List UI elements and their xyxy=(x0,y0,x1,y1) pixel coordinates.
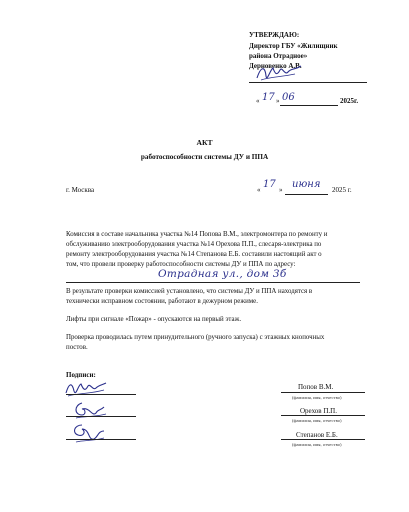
approval-month-line xyxy=(280,105,338,106)
address-line xyxy=(66,282,360,283)
member-name-stepanov: Степанов Е.Б. xyxy=(296,431,338,439)
name-line-popov xyxy=(281,392,365,393)
member-name-popov: Попов В.М. xyxy=(298,383,334,391)
approval-date-day: 17 xyxy=(262,92,275,103)
act-subtitle: работоспособности системы ДУ и ППА xyxy=(140,153,269,161)
member-name-orekhov: Орехов П.П. xyxy=(300,407,337,415)
member-caption-popov: (фамилия, имя, отчество) xyxy=(292,395,342,400)
approval-name: Дерновенко А.В. xyxy=(249,62,302,70)
date-open-quote: « xyxy=(257,186,261,194)
body-paragraph-3: Лифты при сигнале «Пожар» - опускаются на первый этаж. xyxy=(66,316,242,323)
approval-position-line2: района Отрадное» xyxy=(249,52,308,60)
approval-date-open-quote: « xyxy=(256,97,260,105)
name-line-orekhov xyxy=(281,415,365,416)
member-caption-orekhov: (фамилия, имя, отчество) xyxy=(292,418,342,423)
signature-line-popov xyxy=(66,394,136,395)
signature-stepanov xyxy=(68,421,108,445)
approval-date-month: 06 xyxy=(282,92,295,103)
date-month-line xyxy=(285,194,328,195)
date-close-quote: » xyxy=(279,186,283,194)
approval-heading: УТВЕРЖДАЮ: xyxy=(249,31,300,39)
approval-date-year: 2025г. xyxy=(340,97,359,105)
approval-position-line1: Директор ГБУ «Жилищник xyxy=(249,42,338,50)
signature-orekhov xyxy=(70,399,110,421)
signatures-label: Подписи: xyxy=(66,371,96,379)
act-title: АКТ xyxy=(196,138,213,147)
signature-popov xyxy=(64,379,108,399)
signature-line-orekhov xyxy=(66,416,136,417)
director-signature xyxy=(255,62,303,84)
signature-line-stepanov xyxy=(66,439,136,440)
member-caption-stepanov: (фамилия, имя, отчество) xyxy=(292,442,342,447)
body-paragraph-2-line-1: В результате проверки комиссией установлено, что системы ДУ и ППА находятся в xyxy=(66,288,313,295)
city: г. Москва xyxy=(66,186,95,194)
approval-signature-line xyxy=(249,82,367,83)
body-paragraph-4-line-2: постов. xyxy=(66,344,88,351)
date-year: 2025 г. xyxy=(332,186,352,194)
address-handwritten: Отрадная ул., дом 3б xyxy=(158,268,287,280)
date-month: июня xyxy=(292,179,321,190)
date-day: 17 xyxy=(263,179,276,190)
approval-date-close-quote: » xyxy=(276,97,280,105)
body-paragraph-1-line-3: ремонту электрооборудования участка №14 Степанова Е.Б. составили настоящий акт о xyxy=(66,251,322,258)
body-paragraph-1-line-1: Комиссия в составе начальника участка №14 Попова В.М., электромонтера по ремонту и xyxy=(66,231,328,238)
name-line-stepanov xyxy=(281,439,365,440)
body-paragraph-1-line-2: обслуживанию электрооборудования участка №14 Орехова П.П., слесаря-электрика по xyxy=(66,241,322,248)
body-paragraph-2-line-2: технически исправном состоянии, работают в дежурном режиме. xyxy=(66,298,258,305)
body-paragraph-4-line-1: Проверка проводилась путем принудительного (ручного запуска) с этажных кнопочных xyxy=(66,334,325,341)
body-paragraph-1-line-4: том, что провели проверку работоспособности системы ДУ и ППА по адресу: xyxy=(66,261,296,268)
